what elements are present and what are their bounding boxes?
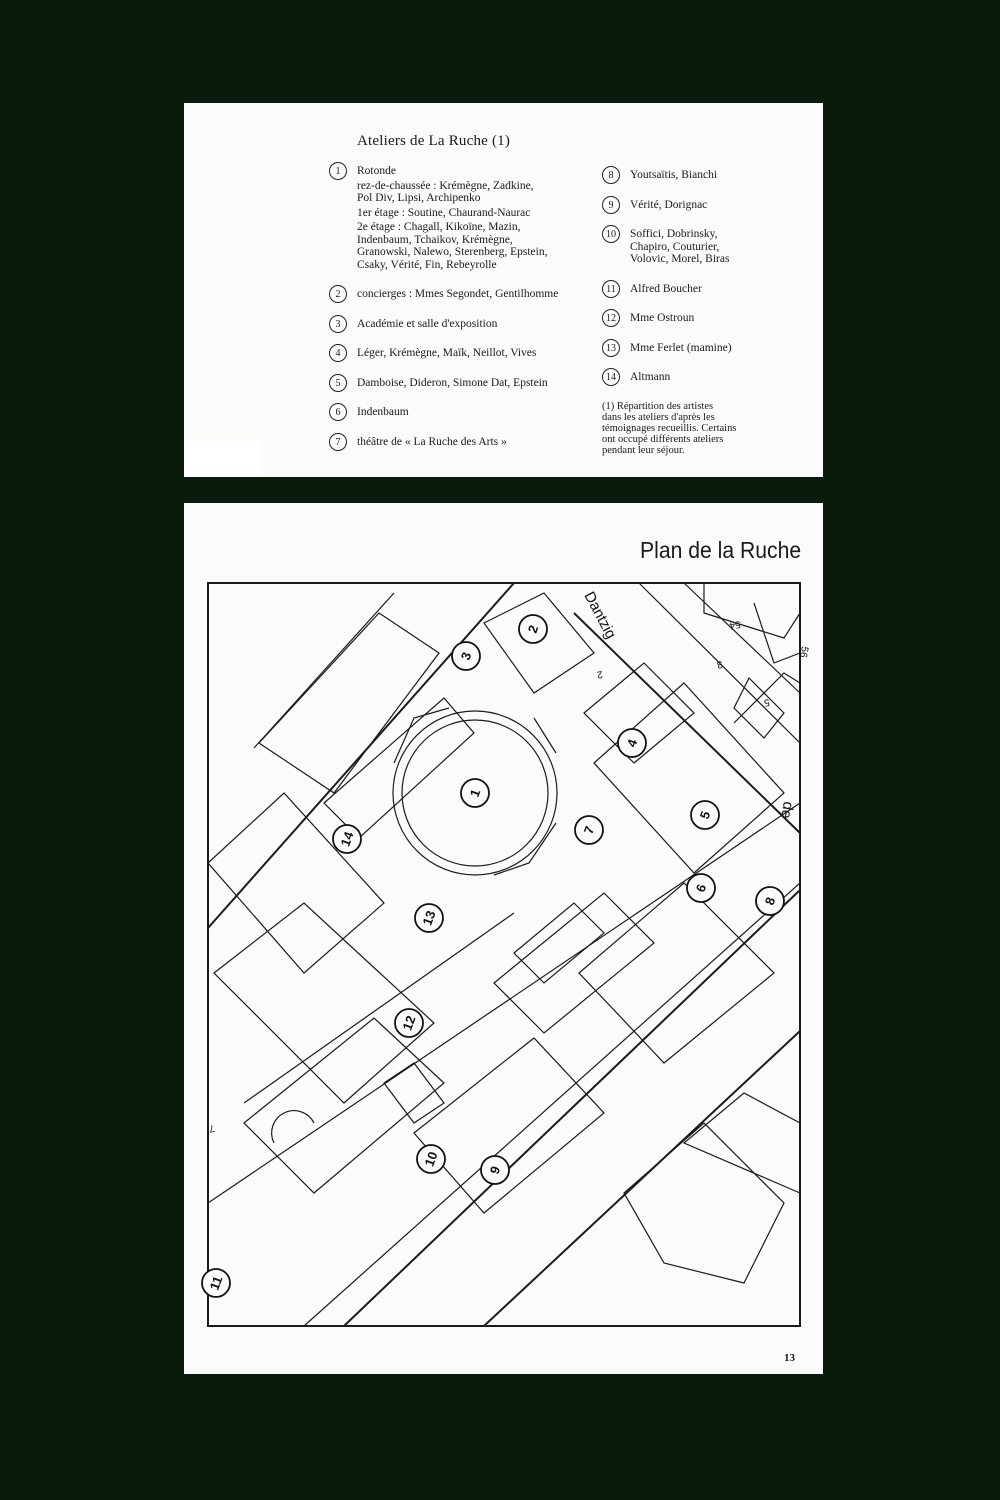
- legend-number-badge: 7: [329, 433, 347, 451]
- plan-marker: [417, 1145, 445, 1173]
- site-plan-map: [184, 503, 823, 1374]
- parcel-line: [244, 913, 514, 1103]
- legend-number-badge: 6: [329, 403, 347, 421]
- legend-entry: [329, 165, 629, 271]
- plan-marker: [687, 874, 715, 902]
- building-outline: [208, 793, 384, 973]
- street-de-label: de: [777, 800, 797, 820]
- plan-marker: [481, 1156, 509, 1184]
- legend-entry: [602, 342, 812, 355]
- page-number: 13: [784, 1352, 795, 1364]
- plan-marker-number: 8: [761, 895, 779, 907]
- building-outline: [624, 1123, 784, 1283]
- plan-marker: [461, 779, 489, 807]
- plan-marker-number: 9: [486, 1164, 504, 1176]
- legend-number-badge: 14: [602, 368, 620, 386]
- plan-marker: [333, 825, 361, 853]
- plan-marker: [452, 642, 480, 670]
- lot-number-label: 7: [208, 1122, 216, 1134]
- footnote-line: ont occupé différents ateliers: [602, 433, 724, 445]
- plan-marker-number: 1: [466, 787, 484, 799]
- lot-number-label: 56: [797, 645, 810, 659]
- plan-marker-number: 3: [457, 650, 475, 662]
- plan-page: [184, 503, 823, 1374]
- building-outline: [594, 683, 784, 873]
- legend-entry-text: Alfred Boucher: [630, 282, 702, 295]
- legend-entry-text: Soffici, Dobrinsky,: [630, 228, 718, 240]
- building-outline: [514, 903, 604, 983]
- plan-title: Plan de la Ruche: [639, 537, 801, 563]
- street-edge: [344, 890, 800, 1326]
- parcel-line: [304, 883, 800, 1326]
- legend-entry: [602, 199, 812, 212]
- lot-number-label: 2: [596, 668, 604, 680]
- legend-number-badge: 5: [329, 374, 347, 392]
- legend-entry: [602, 228, 812, 266]
- legend-number-badge: 11: [602, 280, 620, 298]
- legend-number-badge: 4: [329, 344, 347, 362]
- wall-line: [208, 583, 514, 928]
- legend-number-badge: 2: [329, 285, 347, 303]
- legend-footnote: [602, 401, 767, 456]
- legend-entry-text: Youtsaïtis, Bianchi: [630, 169, 718, 181]
- plan-marker-number: 4: [623, 737, 641, 749]
- street-edge: [484, 1031, 800, 1326]
- legend-entry: [329, 347, 629, 360]
- legend-number-badge: 8: [602, 166, 620, 184]
- footnote-line: pendant leur séjour.: [602, 444, 685, 456]
- parcel-line: [734, 678, 784, 738]
- legend-number-badge: 12: [602, 309, 620, 327]
- plan-marker: [618, 729, 646, 757]
- legend-entry-text: Mme Ostroun: [630, 312, 695, 324]
- building-outline: [684, 1093, 800, 1193]
- legend-entry: [329, 377, 629, 390]
- plan-marker-number: 5: [696, 809, 714, 821]
- legend-floor-text: Indenbaum, Tchaikov, Krémègne,: [357, 233, 513, 246]
- legend-floor-text: rez-de-chaussée : Krémègne, Zadkine,: [357, 179, 534, 192]
- plan-marker: [395, 1009, 423, 1037]
- legend-column-left: [329, 165, 629, 465]
- building-outline: [414, 1038, 604, 1213]
- building-outline: [579, 883, 774, 1063]
- legend-number-badge: 13: [602, 339, 620, 357]
- legend-entry-text: Chapiro, Couturier,: [630, 240, 720, 253]
- legend-number-badge: 9: [602, 196, 620, 214]
- legend-entry-text: Indenbaum: [357, 406, 409, 418]
- plan-marker-number: 13: [419, 908, 439, 928]
- legend-floor-group: [357, 207, 629, 220]
- legend-floor-text: Pol Div, Lipsi, Archipenko: [357, 192, 481, 204]
- plan-marker-number: 7: [580, 824, 598, 836]
- lot-number-label: 5: [763, 696, 771, 708]
- legend-entry-text: Rotonde: [357, 165, 396, 177]
- legend-floor-text: 2e étage : Chagall, Kikoïne, Mazin,: [357, 221, 521, 233]
- legend-entry: [602, 312, 812, 325]
- legend-entry: [329, 406, 629, 419]
- plan-marker: [202, 1269, 230, 1297]
- white-patch: [184, 441, 260, 477]
- street-edge: [574, 613, 800, 833]
- legend-column-right: [602, 169, 812, 456]
- legend-number-badge: 1: [329, 162, 347, 180]
- building-outline: [259, 613, 439, 793]
- lot-number-label: 54: [728, 618, 742, 631]
- plan-marker: [415, 904, 443, 932]
- legend-title: Ateliers de La Ruche (1): [357, 133, 511, 149]
- lot-number-label: 3: [716, 658, 724, 670]
- building-outline: [324, 698, 474, 838]
- legend-entry-text: Altmann: [630, 371, 671, 383]
- footnote-line: témoignages recueillis. Certains: [602, 422, 737, 434]
- legend-entry-text: Léger, Krémègne, Maïk, Neillot, Vives: [357, 347, 537, 359]
- parcel-line: [754, 603, 800, 663]
- legend-entry-text: Vérité, Dorignac: [630, 198, 708, 211]
- legend-number-badge: 3: [329, 315, 347, 333]
- plan-marker: [519, 615, 547, 643]
- legend-entry-text: concierges : Mmes Segondet, Gentilhomme: [357, 288, 559, 300]
- plan-marker-number: 11: [206, 1273, 226, 1293]
- legend-floor-group: [357, 180, 629, 205]
- parcel-line: [208, 803, 800, 1203]
- plan-marker: [691, 801, 719, 829]
- legend-entry-text: Volovic, Morel, Biras: [630, 253, 730, 265]
- legend-entry: [329, 436, 629, 449]
- legend-entry-text: Mme Ferlet (mamine): [630, 341, 732, 354]
- legend-floor-text: Csaky, Vérité, Fin, Rebeyrolle: [357, 258, 497, 271]
- footnote-line: (1) Répartition des artistes: [602, 400, 714, 412]
- plan-marker-number: 14: [337, 829, 357, 849]
- building-outline: [244, 1018, 444, 1193]
- legend-entry: [602, 169, 812, 182]
- plan-marker-number: 10: [421, 1149, 441, 1169]
- plan-marker: [756, 887, 784, 915]
- plan-marker-number: 6: [692, 882, 710, 894]
- building-outline: [494, 893, 654, 1033]
- legend-number-badge: 10: [602, 225, 620, 243]
- plan-marker-number: 2: [524, 623, 542, 635]
- plan-marker: [575, 816, 603, 844]
- legend-floor-text: Granowski, Nalewo, Sterenberg, Epstein,: [357, 246, 548, 258]
- map-frame: [208, 583, 800, 1326]
- building-outline: [484, 593, 594, 693]
- legend-entry-text: Académie et salle d'exposition: [357, 317, 498, 330]
- legend-entry-text: théâtre de « La Ruche des Arts »: [357, 435, 507, 448]
- building-outline: [272, 1111, 314, 1143]
- footnote-line: dans les ateliers d'après les: [602, 411, 715, 423]
- legend-floor-group: [357, 221, 629, 271]
- legend-floor-text: 1er étage : Soutine, Chaurand-Naurac: [357, 206, 531, 219]
- plan-marker-number: 12: [399, 1013, 419, 1033]
- legend-page: [184, 103, 823, 477]
- wall-line: [254, 593, 394, 748]
- legend-entry: [602, 283, 812, 296]
- legend-entry: [602, 371, 812, 384]
- street-name-label: Dantzig: [580, 588, 620, 642]
- legend-entry-text: Damboise, Dideron, Simone Dat, Epstein: [357, 376, 548, 389]
- building-outline: [384, 1063, 444, 1123]
- legend-entry: [329, 288, 629, 301]
- parcel-line: [704, 583, 800, 638]
- legend-entry: [329, 318, 629, 331]
